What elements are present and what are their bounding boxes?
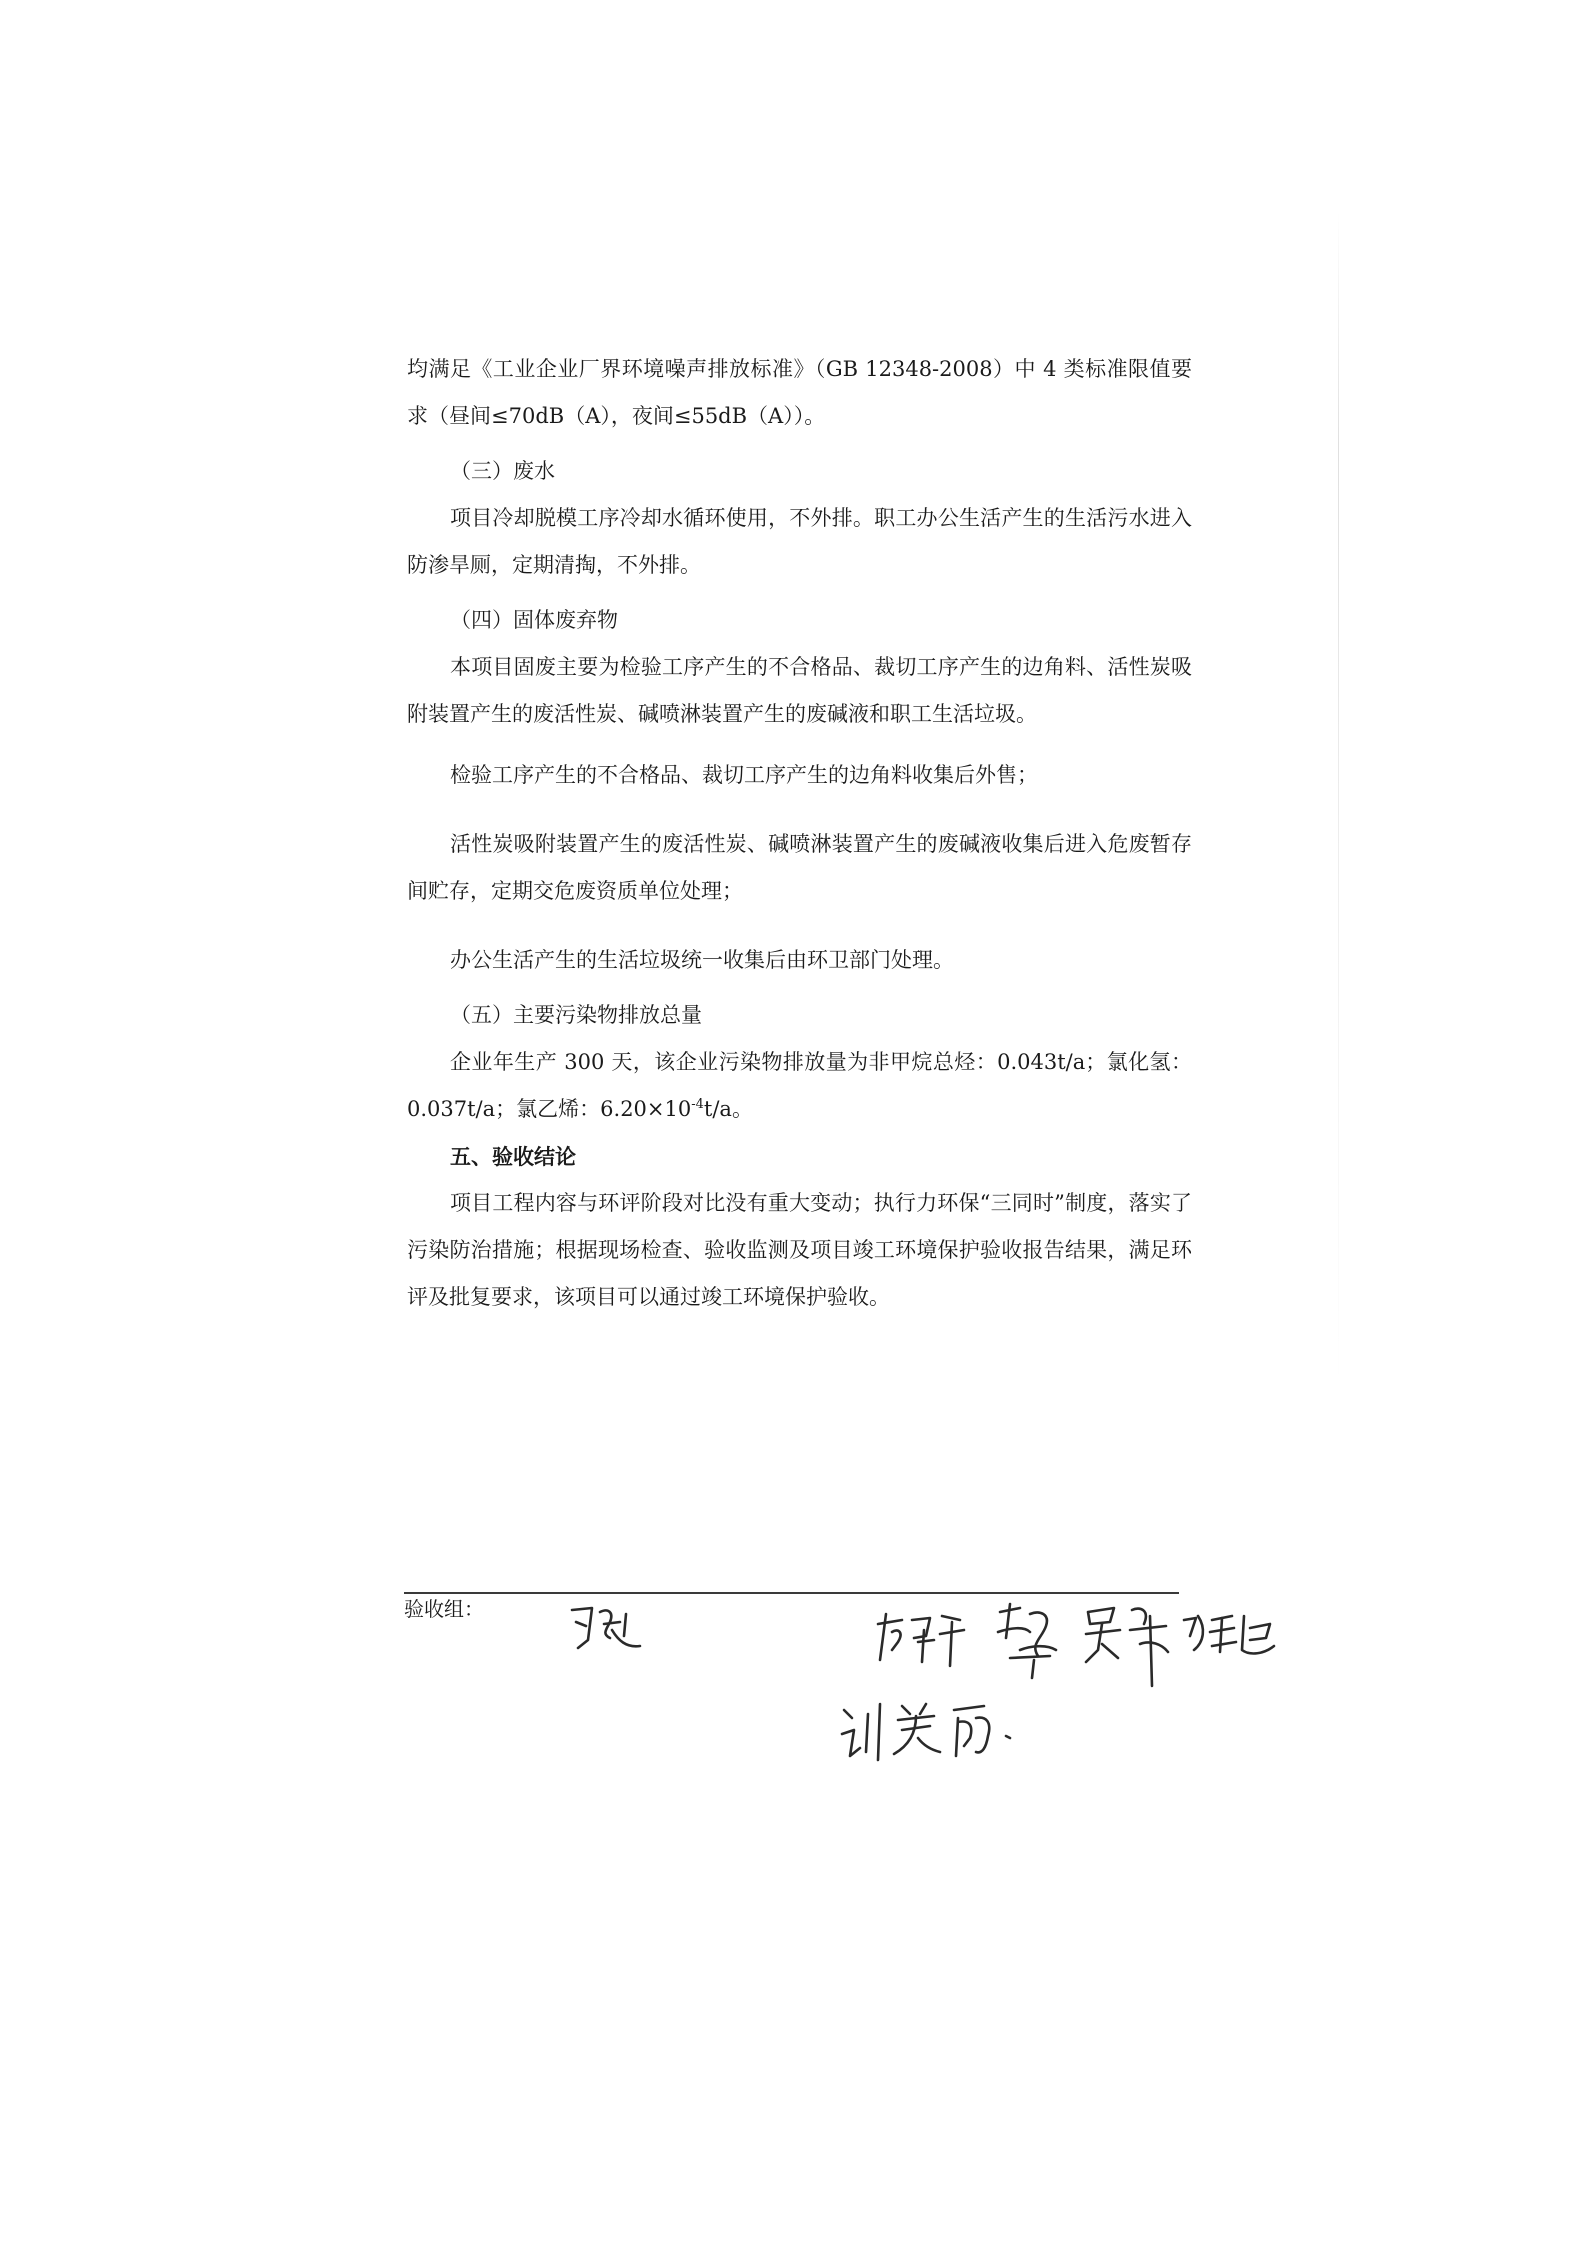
signature-4 bbox=[1080, 1600, 1180, 1690]
signature-3 bbox=[990, 1598, 1070, 1682]
conclusion-paragraph: 项目工程内容与环评阶段对比没有重大变动；执行力环保“三同时”制度，落实了污染防治措施；根据现场检查、验收监测及项目竣工环境保护验收报告结果，满足环评及批复要求，该项目可以通过竣工环境保护验收。 bbox=[407, 1191, 1192, 1309]
signature-rule bbox=[404, 1592, 1179, 1594]
solid-waste-paragraph: 本项目固废主要为检验工序产生的不合格品、裁切工序产生的边角料、活性炭吸附装置产生的废活性炭、碱喷淋装置产生的废碱液和职工生活垃圾。 bbox=[407, 655, 1192, 726]
section-heading-emission-total: （五）主要污染物排放总量 bbox=[450, 1003, 702, 1027]
signature-1 bbox=[566, 1600, 646, 1662]
signature-6 bbox=[836, 1694, 1036, 1770]
hazardous-waste-paragraph: 活性炭吸附装置产生的废活性炭、碱喷淋装置产生的废碱液收集后进入危废暂存间贮存，定期交危废资质单位处理； bbox=[407, 832, 1192, 903]
wastewater-paragraph: 项目冷却脱模工序冷却水循环使用，不外排。职工办公生活产生的生活污水进入防渗旱厕，定期清掏，不外排。 bbox=[407, 506, 1192, 577]
emission-text: 企业年生产 300 天，该企业污染物排放量为非甲烷总烃：0.043t/a；氯化氢：0.037t/a；氯乙烯：6.20×10 bbox=[407, 1050, 1192, 1121]
acceptance-group-label: 验收组： bbox=[404, 1597, 484, 1621]
document-body bbox=[407, 346, 1192, 1321]
section-heading-solid-waste: （四）固体废弃物 bbox=[450, 608, 618, 632]
emission-total-paragraph bbox=[407, 1039, 1192, 1133]
emission-exponent: -4 bbox=[691, 1097, 704, 1112]
signature-5 bbox=[1180, 1606, 1280, 1668]
reject-disposal-paragraph: 检验工序产生的不合格品、裁切工序产生的边角料收集后外售； bbox=[450, 763, 1038, 787]
domestic-garbage-paragraph: 办公生活产生的生活垃圾统一收集后由环卫部门处理。 bbox=[450, 948, 954, 972]
conclusion-title: 五、验收结论 bbox=[450, 1144, 576, 1169]
noise-standard-paragraph: 均满足《工业企业厂界环境噪声排放标准》（GB 12348-2008）中 4 类标准限值要求（昼间≤70dB（A），夜间≤55dB（A））。 bbox=[407, 357, 1192, 428]
signature-2 bbox=[872, 1606, 972, 1676]
scan-edge-shadow bbox=[1338, 210, 1339, 1390]
emission-unit: t/a。 bbox=[703, 1097, 753, 1121]
section-heading-wastewater: （三）废水 bbox=[450, 459, 555, 483]
